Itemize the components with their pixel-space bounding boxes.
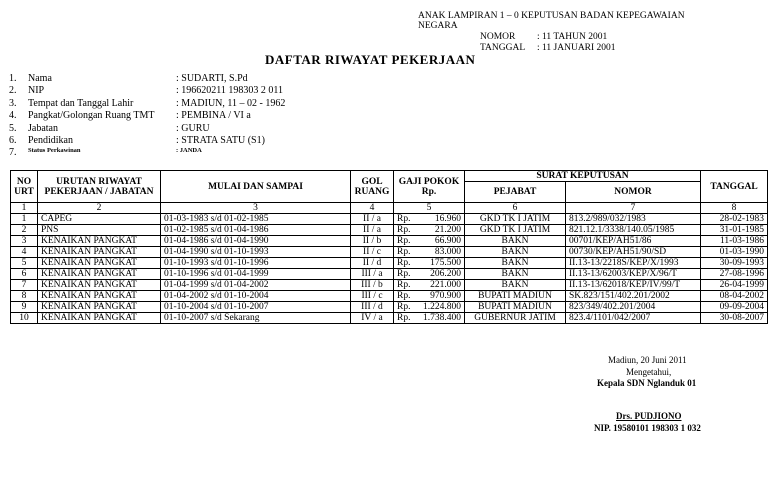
bio-value: : GURU [176,122,210,134]
cell-gol: II / d [351,258,394,269]
cell-jabatan: CAPEG [38,214,161,225]
signature-place-date: Madiun, 20 Juni 2011 [608,355,687,365]
cell-pejabat: BUPATI MADIUN [465,302,566,313]
cell-tanggal: 28-02-1983 [701,214,768,225]
cell-rp: Rp. [394,313,416,324]
signature-position: Kepala SDN Nglanduk 01 [597,378,697,388]
cell-no: 4 [11,247,38,258]
cell-gaji: 83.000 [415,247,464,258]
cell-pejabat: BAKN [465,269,566,280]
cell-pejabat: BAKN [465,236,566,247]
bio-number: 7. [9,147,17,159]
header-mulai: MULAI DAN SAMPAI [161,171,351,203]
cell-rp: Rp. [394,258,416,269]
cell-gaji: 970.900 [415,291,464,302]
cell-pejabat: GUBERNUR JATIM [465,313,566,324]
cell-jabatan: KENAIKAN PANGKAT [38,280,161,291]
index-cell: 7 [566,203,701,214]
cell-jabatan: KENAIKAN PANGKAT [38,313,161,324]
cell-rp: Rp. [394,236,416,247]
cell-nomor: II.13-13/62018/KEP/IV/99/T [566,280,701,291]
cell-gol: II / b [351,236,394,247]
cell-gaji: 221.000 [415,280,464,291]
cell-no: 6 [11,269,38,280]
table-row [11,302,768,313]
cell-gaji: 206.200 [415,269,464,280]
index-cell: 5 [394,203,465,214]
cell-rp: Rp. [394,280,416,291]
cell-nomor: 821.12.1/3338/140.05/1985 [566,225,701,236]
cell-no: 1 [11,214,38,225]
cell-no: 9 [11,302,38,313]
table-row [11,313,768,324]
header-gaji: GAJI POKOK Rp. [394,171,465,203]
table-row [11,225,768,236]
table-row [11,247,768,258]
cell-periode: 01-10-1996 s/d 01-04-1999 [161,269,351,280]
cell-tanggal: 26-04-1999 [701,280,768,291]
bio-value: : PEMBINA / VI a [176,110,251,122]
cell-periode: 01-10-1993 s/d 01-10-1996 [161,258,351,269]
bio-number: 4. [9,110,17,122]
cell-pejabat: BAKN [465,280,566,291]
header-tanggal: TANGGAL [701,171,768,203]
cell-nomor: SK.823/151/402.201/2002 [566,291,701,302]
cell-nomor: II.13-13/2218S/KEP/X/1993 [566,258,701,269]
cell-no: 2 [11,225,38,236]
bio-value: : STRATA SATU (S1) [176,134,265,146]
signature-nip: NIP. 19580101 198303 1 032 [594,423,701,433]
bio-value: : MADIUN, 11 – 02 - 1962 [176,97,286,109]
cell-tanggal: 31-01-1985 [701,225,768,236]
cell-rp: Rp. [394,214,416,225]
riwayat-table [10,170,768,324]
cell-gaji: 1.224.800 [415,302,464,313]
cell-periode: 01-04-1990 s/d 01-10-1993 [161,247,351,258]
bio-value: : 196620211 198303 2 011 [176,85,284,97]
table-row [11,236,768,247]
cell-gol: II / a [351,225,394,236]
cell-periode: 01-04-1986 s/d 01-04-1990 [161,236,351,247]
bio-value: : SUDARTI, S.Pd [176,73,248,84]
cell-jabatan: KENAIKAN PANGKAT [38,247,161,258]
index-cell: 3 [161,203,351,214]
cell-periode: 01-10-2007 s/d Sekarang [161,313,351,324]
cell-no: 5 [11,258,38,269]
header-pejabat: PEJABAT [465,182,566,203]
index-cell: 2 [38,203,161,214]
cell-pejabat: BAKN [465,247,566,258]
bio-value: : JANDA [176,147,202,155]
header-nomor: NOMOR [566,182,701,203]
cell-tanggal: 27-08-1996 [701,269,768,280]
cell-rp: Rp. [394,291,416,302]
cell-tanggal: 30-09-1993 [701,258,768,269]
header-tanggal-label: TANGGAL [480,43,526,53]
header-tanggal-value: : 11 JANUARI 2001 [537,43,616,53]
cell-tanggal: 30-08-2007 [701,313,768,324]
cell-no: 3 [11,236,38,247]
table-row [11,258,768,269]
cell-jabatan: KENAIKAN PANGKAT [38,258,161,269]
cell-pejabat: BUPATI MADIUN [465,291,566,302]
bio-label: Status Perkawinan [28,147,81,155]
index-cell: 6 [465,203,566,214]
signature-mengetahui: Mengetahui, [626,367,672,377]
cell-periode: 01-03-1983 s/d 01-02-1985 [161,214,351,225]
bio-number: 2. [9,85,17,97]
table-row [11,269,768,280]
cell-tanggal: 01-03-1990 [701,247,768,258]
header-no: NO URT [11,171,38,203]
cell-jabatan: PNS [38,225,161,236]
cell-periode: 01-10-2004 s/d 01-10-2007 [161,302,351,313]
table-row [11,291,768,302]
cell-rp: Rp. [394,269,416,280]
cell-jabatan: KENAIKAN PANGKAT [38,269,161,280]
header-gol: GOL RUANG [351,171,394,203]
bio-label: Pangkat/Golongan Ruang TMT [28,110,155,122]
header-line-1: ANAK LAMPIRAN 1 – 0 KEPUTUSAN BADAN KEPEGAWAIAN [418,11,685,21]
table-body [11,214,768,324]
header-line-2: NEGARA [418,21,458,31]
cell-tanggal: 11-03-1986 [701,236,768,247]
cell-rp: Rp. [394,247,416,258]
cell-jabatan: KENAIKAN PANGKAT [38,236,161,247]
index-cell: 4 [351,203,394,214]
cell-nomor: II.13-13/62003/KEP/X/96/T [566,269,701,280]
index-cell: 8 [701,203,768,214]
cell-gol: II / c [351,247,394,258]
index-cell: 1 [11,203,38,214]
cell-gaji: 175.500 [415,258,464,269]
page-title: DAFTAR RIWAYAT PEKERJAAN [265,52,476,67]
header-urutan: URUTAN RIWAYAT PEKERJAAN / JABATAN [38,171,161,203]
bio-label: NIP [28,85,45,97]
cell-no: 7 [11,280,38,291]
table-row [11,280,768,291]
cell-nomor: 00701/KEP/AH51/86 [566,236,701,247]
signature-name: Drs. PUDJIONO [616,411,682,421]
cell-rp: Rp. [394,302,416,313]
cell-gaji: 66.900 [415,236,464,247]
cell-nomor: 813.2/989/032/1983 [566,214,701,225]
header-nomor-label: NOMOR [480,32,516,42]
cell-pejabat: BAKN [465,258,566,269]
bio-number: 3. [9,97,17,109]
bio-label: Tempat dan Tanggal Lahir [28,97,134,109]
cell-rp: Rp. [394,225,416,236]
bio-label: Nama [28,73,52,84]
cell-nomor: 00730/KEP/AH51/90/SD [566,247,701,258]
index-row [11,203,768,214]
cell-periode: 01-04-1999 s/d 01-04-2002 [161,280,351,291]
cell-gaji: 21.200 [415,225,464,236]
cell-nomor: 823/349/402.201/2004 [566,302,701,313]
cell-gol: III / a [351,269,394,280]
bio-number: 6. [9,134,17,146]
header-surat-keputusan: SURAT KEPUTUSAN [465,171,701,182]
cell-nomor: 823.4/1101/042/2007 [566,313,701,324]
table-row [11,214,768,225]
cell-no: 10 [11,313,38,324]
cell-jabatan: KENAIKAN PANGKAT [38,302,161,313]
bio-label: Jabatan [28,122,58,134]
bio-number: 1. [9,73,17,84]
cell-gol: II / a [351,214,394,225]
cell-periode: 01-04-2002 s/d 01-10-2004 [161,291,351,302]
cell-jabatan: KENAIKAN PANGKAT [38,291,161,302]
cell-gol: III / b [351,280,394,291]
header-nomor-value: : 11 TAHUN 2001 [537,32,608,42]
cell-gol: III / c [351,291,394,302]
cell-periode: 01-02-1985 s/d 01-04-1986 [161,225,351,236]
cell-gaji: 1.738.400 [415,313,464,324]
bio-number: 5. [9,122,17,134]
cell-no: 8 [11,291,38,302]
cell-gol: III / d [351,302,394,313]
cell-tanggal: 09-09-2004 [701,302,768,313]
cell-tanggal: 08-04-2002 [701,291,768,302]
cell-gaji: 16.960 [415,214,464,225]
cell-gol: IV / a [351,313,394,324]
cell-pejabat: GKD TK I JATIM [465,214,566,225]
cell-pejabat: GKD TK I JATIM [465,225,566,236]
bio-label: Pendidikan [28,134,73,146]
